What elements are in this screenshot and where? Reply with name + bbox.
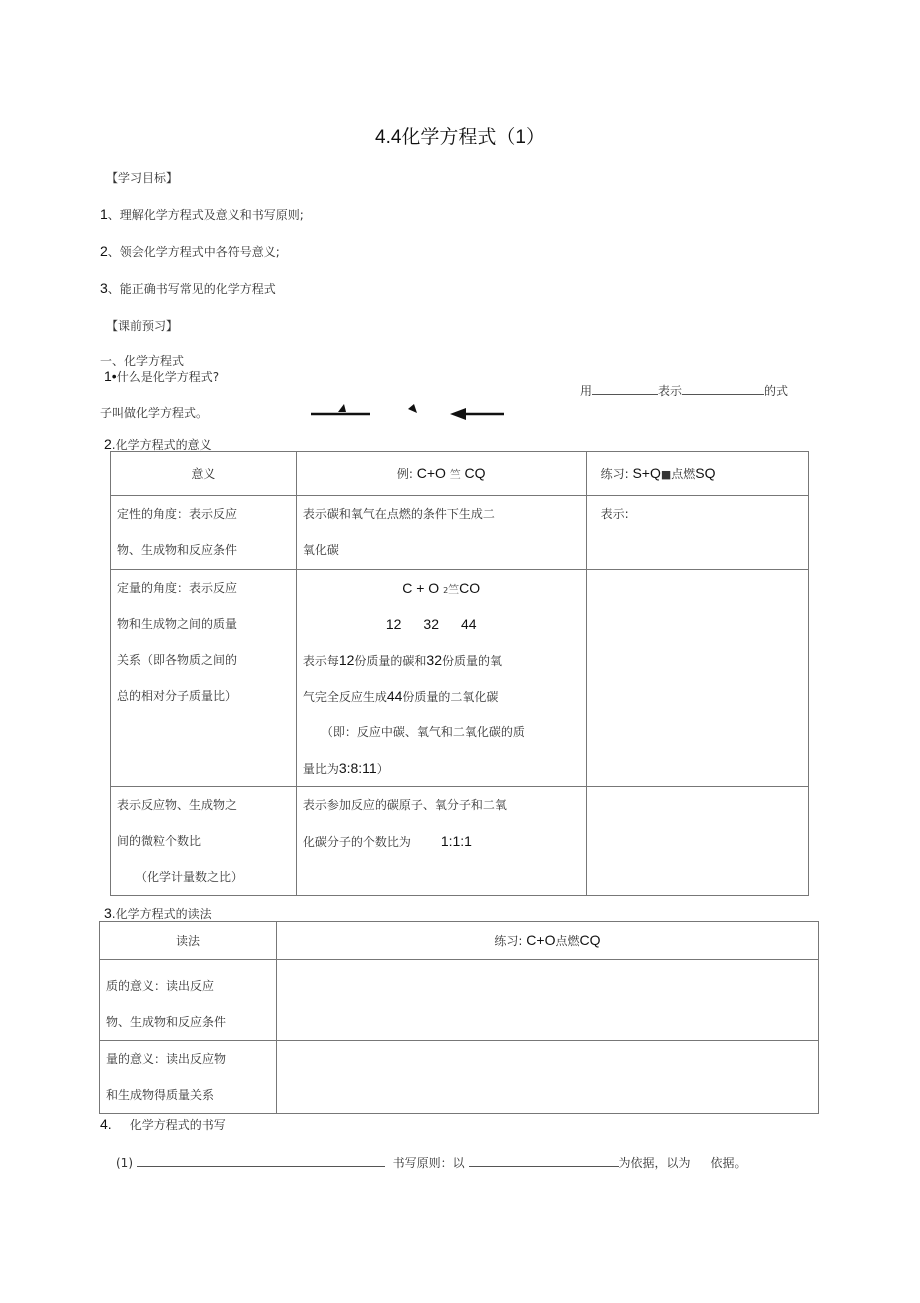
cell-text: 物和生成物之间的质量 [117, 617, 238, 631]
practice-cell[interactable] [586, 787, 808, 896]
practice-label: 练习: [494, 934, 527, 948]
practice-cell[interactable] [586, 496, 808, 570]
number: 32 [426, 652, 442, 668]
example-cell [296, 496, 586, 570]
goal-text: 、能正确书写常见的化学方程式 [107, 282, 276, 296]
item-label: (1) [116, 1156, 133, 1170]
cell-text [303, 750, 580, 786]
goal-number: 1 [100, 206, 108, 222]
arrow-line-icon [311, 404, 370, 414]
cell-text: 表示参加反应的碳原子、氧分子和二氧 [302, 798, 507, 812]
section-number: 3 [104, 905, 112, 921]
mass-value: 32 [423, 616, 439, 632]
particle-ratio: 1:1:1 [440, 833, 472, 849]
text-part: 量比为 [302, 762, 339, 776]
reading-answer-cell[interactable] [276, 1041, 818, 1114]
triangle-mark-icon [408, 404, 417, 413]
cell-text: 物、生成物和反应条件 [117, 543, 238, 557]
example-cell [296, 787, 586, 896]
mass-value: 44 [460, 616, 477, 632]
header-example [296, 452, 586, 496]
section-title: .化学方程式的意义 [111, 438, 212, 452]
question-1 [104, 368, 219, 385]
equation-left: C+O [416, 465, 446, 481]
goal-number: 2 [100, 243, 108, 259]
cell-text: 定量的角度：表示反应 [117, 581, 238, 595]
example-label: 例: [396, 467, 417, 481]
text-part: 份质量的碳和 [354, 654, 427, 668]
section3-heading [104, 905, 212, 922]
box-symbol: ■ [660, 468, 672, 481]
left-arrow-icon [450, 408, 504, 420]
equation-right: CQ [579, 932, 601, 948]
arrow-marks [300, 398, 510, 424]
practice-prompt: 表示: [600, 507, 629, 521]
meaning-cell [111, 496, 297, 570]
equation-right: CO [459, 580, 481, 596]
principle-text: 书写原则：以 [392, 1156, 465, 1170]
cell-text [303, 642, 580, 678]
goal-number: 3 [100, 280, 108, 296]
text-part: 表示每 [302, 654, 339, 668]
cell-text: 关系（即各物质之间的 [117, 653, 238, 667]
fill-prefix: 用 [580, 384, 593, 398]
definition-continuation: 子叫做化学方程式。 [100, 406, 209, 420]
header-practice [276, 922, 818, 960]
cell-text: 量的意义：读出反应物 [106, 1052, 227, 1066]
cell-text [303, 678, 580, 714]
section-title: 化学方程式的书写 [129, 1118, 226, 1132]
header-reading: 读法 [100, 922, 277, 960]
reading-answer-cell[interactable] [276, 960, 818, 1041]
reading-label-cell [100, 1041, 277, 1114]
cell-text: （即：反应中碳、氧气和二氧化碳的质 [320, 725, 525, 739]
fill-blank-1[interactable] [137, 1154, 385, 1167]
section-number: 4. [100, 1116, 112, 1132]
reaction-condition: 点燃 [555, 934, 580, 948]
question-text: 什么是化学方程式? [116, 370, 220, 384]
cell-text: 表示反应物、生成物之 [117, 798, 238, 812]
table-header-row [100, 922, 819, 960]
cell-text: 定性的角度：表示反应 [117, 507, 238, 521]
preview-heading: 【课前预习】 [106, 319, 179, 333]
text-part: 份质量的氧 [442, 654, 503, 668]
practice-label: 练习: [600, 467, 633, 481]
section-title: .化学方程式的读法 [111, 907, 212, 921]
reaction-condition: 点燃 [671, 467, 696, 481]
goal-item [100, 243, 280, 260]
text-part: 化碳分子的个数比为 [302, 835, 411, 849]
goal-text: 、理解化学方程式及意义和书写原则; [107, 208, 304, 222]
table-row [100, 960, 819, 1041]
fill-suffix: 的式 [764, 384, 789, 398]
cell-text: 氧化碳 [302, 543, 339, 557]
equation-right: CQ [464, 465, 486, 481]
cell-text: 和生成物得质量关系 [106, 1088, 215, 1102]
cell-text: 物、生成物和反应条件 [106, 1015, 227, 1029]
table-row [111, 496, 809, 570]
equation-left: S+Q [632, 465, 661, 481]
table-header-row [111, 452, 809, 496]
fill-middle: 表示 [658, 384, 683, 398]
reaction-symbol: 竺 [449, 468, 461, 481]
basis-text: 为依据，以为 [618, 1156, 691, 1170]
mass-value: 12 [385, 616, 402, 632]
table-row [100, 1041, 819, 1114]
mass-values [303, 606, 580, 642]
question-number: 1• [104, 368, 117, 384]
header-meaning: 意义 [111, 452, 297, 496]
equation-left: C+O [526, 932, 556, 948]
number: 12 [338, 652, 355, 668]
practice-cell[interactable] [586, 570, 808, 787]
example-cell [296, 570, 586, 787]
meaning-table [110, 451, 809, 896]
header-practice [586, 452, 808, 496]
section-number: 2 [104, 436, 112, 452]
cell-text: （化学计量数之比） [135, 870, 244, 884]
cell-text: 表示碳和氧气在点燃的条件下生成二 [302, 507, 495, 521]
writing-item-1 [116, 1154, 747, 1171]
goal-item [100, 206, 304, 223]
equation-left: C + O [402, 580, 444, 596]
fill-blank-2[interactable] [469, 1154, 619, 1167]
cell-text: 总的相对分子质量比） [117, 689, 238, 703]
goal-item [100, 280, 276, 297]
meaning-cell [111, 570, 297, 787]
page-title: 4.4化学方程式（1） [375, 127, 545, 148]
meaning-cell [111, 787, 297, 896]
table-row [111, 787, 809, 896]
cell-text [303, 823, 580, 859]
goals-heading: 【学习目标】 [106, 171, 179, 185]
text-part: ） [376, 762, 389, 776]
fill-blank-1[interactable] [592, 382, 658, 395]
mass-ratio: 3:8:11 [338, 760, 377, 776]
goal-text: 、领会化学方程式中各符号意义; [107, 245, 280, 259]
cell-text: 质的意义：读出反应 [106, 979, 215, 993]
section4-heading [100, 1116, 226, 1133]
number: 44 [386, 688, 403, 704]
equation-right: SQ [695, 465, 716, 481]
reading-table [99, 921, 819, 1114]
text-part: 份质量的二氧化碳 [402, 690, 499, 704]
subscript: 2 [443, 586, 449, 595]
mass-equation [303, 570, 580, 606]
basis-end-text: 依据。 [710, 1156, 747, 1170]
reading-label-cell [100, 960, 277, 1041]
definition-fill-line [580, 382, 788, 399]
fill-blank-2[interactable] [682, 382, 764, 395]
table-row [111, 570, 809, 787]
cell-text: 间的微粒个数比 [117, 834, 202, 848]
reaction-symbol: 竺 [448, 583, 460, 596]
section1-heading: 一、化学方程式 [100, 354, 185, 368]
text-part: 气完全反应生成 [302, 690, 387, 704]
